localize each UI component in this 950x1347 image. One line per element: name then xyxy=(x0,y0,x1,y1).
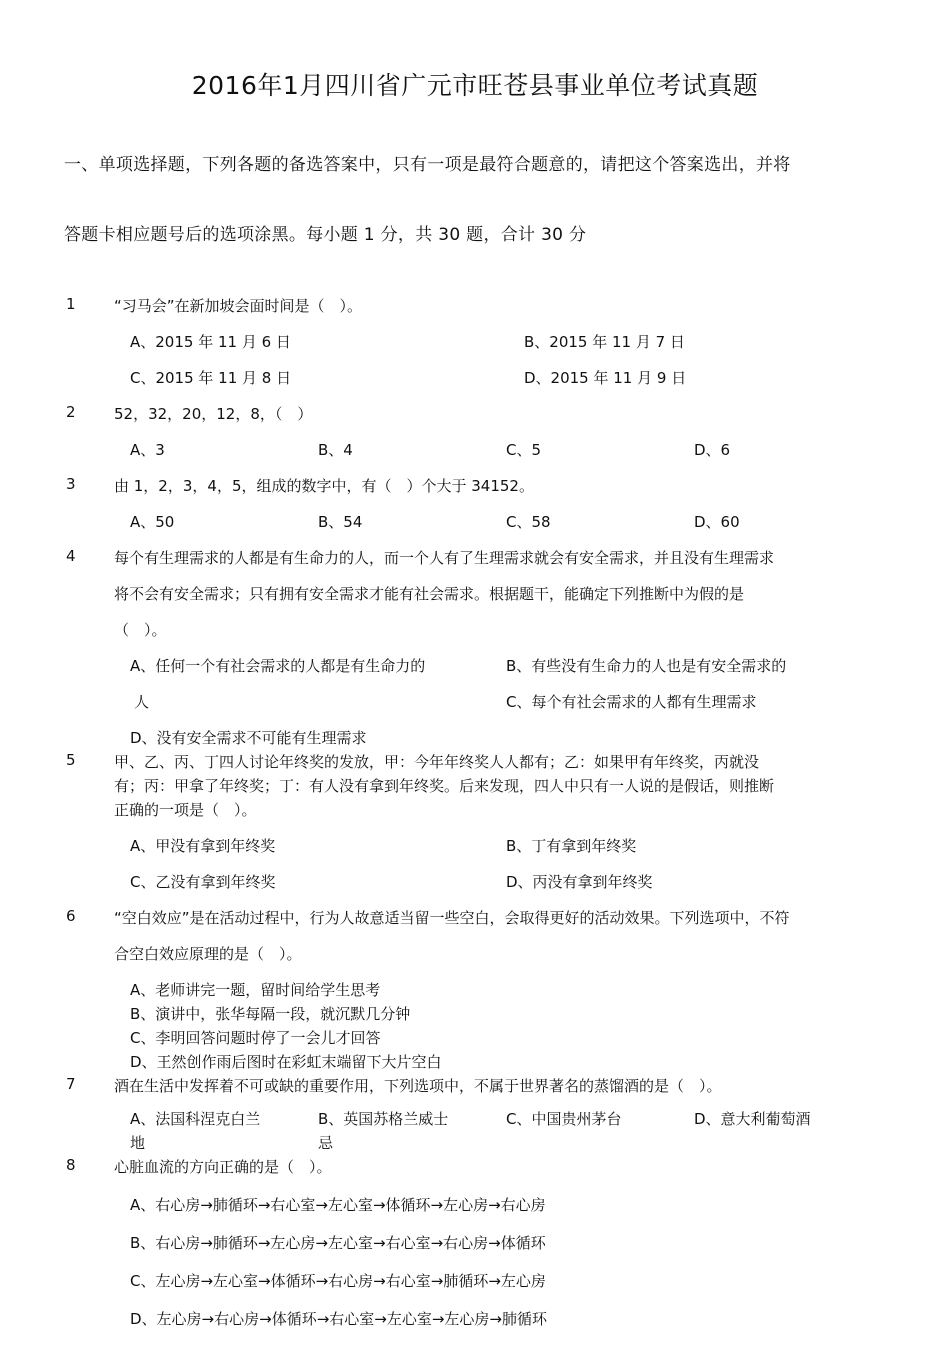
option-c: C、左心房→左心室→体循环→右心房→右心室→肺循环→左心房 xyxy=(130,1272,546,1290)
option-d: D、左心房→右心房→体循环→右心室→左心室→左心房→肺循环 xyxy=(130,1310,547,1328)
question-stem-line: 正确的一项是（ ）。 xyxy=(114,801,257,819)
option-d: D、王然创作雨后图时在彩虹末端留下大片空白 xyxy=(130,1053,442,1071)
option-a-continued: 地 xyxy=(130,1134,146,1152)
option-c: C、2015 年 11 月 8 日 xyxy=(130,369,292,387)
option-c: C、李明回答问题时停了一会儿才回答 xyxy=(130,1029,381,1047)
option-a: A、老师讲完一题，留时间给学生思考 xyxy=(130,981,381,999)
option-a: A、右心房→肺循环→右心室→左心室→体循环→左心房→右心房 xyxy=(130,1196,546,1214)
page-title: 2016年1月四川省广元市旺苍县事业单位考试真题 xyxy=(191,71,759,100)
question-stem-line: 合空白效应原理的是（ ）。 xyxy=(114,945,302,963)
option-c: C、中国贵州茅台 xyxy=(506,1110,622,1128)
option-c: C、每个有社会需求的人都有生理需求 xyxy=(506,693,757,711)
instructions-line-2: 答题卡相应题号后的选项涂黑。每小题 1 分，共 30 题，合计 30 分 xyxy=(64,225,587,245)
option-b: B、丁有拿到年终奖 xyxy=(506,837,637,855)
question-stem-line: “空白效应”是在活动过程中，行为人故意适当留一些空白，会取得更好的活动效果。下列选项中，不符 xyxy=(114,909,790,927)
option-d: D、没有安全需求不可能有生理需求 xyxy=(130,729,367,747)
option-b: B、4 xyxy=(318,441,353,459)
option-b: B、演讲中，张华每隔一段，就沉默几分钟 xyxy=(130,1005,411,1023)
question-stem: 52，32，20，12，8，（ ） xyxy=(114,405,313,423)
option-a: A、2015 年 11 月 6 日 xyxy=(130,333,291,351)
option-a: A、3 xyxy=(130,441,165,459)
option-a: A、50 xyxy=(130,513,175,531)
option-d: D、意大利葡萄酒 xyxy=(694,1110,811,1128)
option-b: B、英国苏格兰威士 xyxy=(318,1110,449,1128)
option-a: A、甲没有拿到年终奖 xyxy=(130,837,276,855)
option-c: C、5 xyxy=(506,441,542,459)
option-b: B、有些没有生命力的人也是有安全需求的 xyxy=(506,657,787,675)
question-number: 7 xyxy=(66,1075,76,1093)
option-b-continued: 忌 xyxy=(318,1134,334,1152)
option-d: D、丙没有拿到年终奖 xyxy=(506,873,653,891)
question-number: 3 xyxy=(66,475,76,493)
option-a-continued: 人 xyxy=(134,693,150,711)
question-stem: 酒在生活中发挥着不可或缺的重要作用，下列选项中，不属于世界著名的蒸馏酒的是（ ）。 xyxy=(114,1077,722,1095)
question-stem-line: 甲、乙、丙、丁四人讨论年终奖的发放，甲：今年年终奖人人都有；乙：如果甲有年终奖，丙就没 xyxy=(114,753,760,771)
question-number: 6 xyxy=(66,907,76,925)
question-stem-line: 有；丙：甲拿了年终奖；丁：有人没有拿到年终奖。后来发现，四人中只有一人说的是假话，则推断 xyxy=(114,777,775,795)
question-number: 8 xyxy=(66,1156,76,1174)
question-number: 4 xyxy=(66,547,76,565)
instructions-line-1: 一、单项选择题，下列各题的备选答案中，只有一项是最符合题意的，请把这个答案选出，并将 xyxy=(64,155,791,175)
option-d: D、2015 年 11 月 9 日 xyxy=(524,369,687,387)
question-stem-line: （ ）。 xyxy=(114,621,167,639)
option-d: D、6 xyxy=(694,441,731,459)
option-c: C、58 xyxy=(506,513,551,531)
question-stem: “习马会”在新加坡会面时间是（ ）。 xyxy=(114,297,363,315)
option-a: A、法国科涅克白兰 xyxy=(130,1110,261,1128)
question-stem-line: 每个有生理需求的人都是有生命力的人，而一个人有了生理需求就会有安全需求，并且没有生理需求 xyxy=(114,549,775,567)
question-number: 2 xyxy=(66,403,76,421)
option-a: A、任何一个有社会需求的人都是有生命力的 xyxy=(130,657,426,675)
option-b: B、54 xyxy=(318,513,363,531)
question-stem: 心脏血流的方向正确的是（ ）。 xyxy=(114,1158,332,1176)
option-c: C、乙没有拿到年终奖 xyxy=(130,873,276,891)
option-b: B、2015 年 11 月 7 日 xyxy=(524,333,685,351)
question-stem: 由 1，2，3，4，5，组成的数字中，有（ ）个大于 34152。 xyxy=(114,477,534,495)
question-number: 5 xyxy=(66,751,76,769)
question-stem-line: 将不会有安全需求；只有拥有安全需求才能有社会需求。根据题干，能确定下列推断中为假的是 xyxy=(114,585,745,603)
question-number: 1 xyxy=(66,295,76,313)
option-b: B、右心房→肺循环→左心房→左心室→右心室→右心房→体循环 xyxy=(130,1234,546,1252)
option-d: D、60 xyxy=(694,513,740,531)
